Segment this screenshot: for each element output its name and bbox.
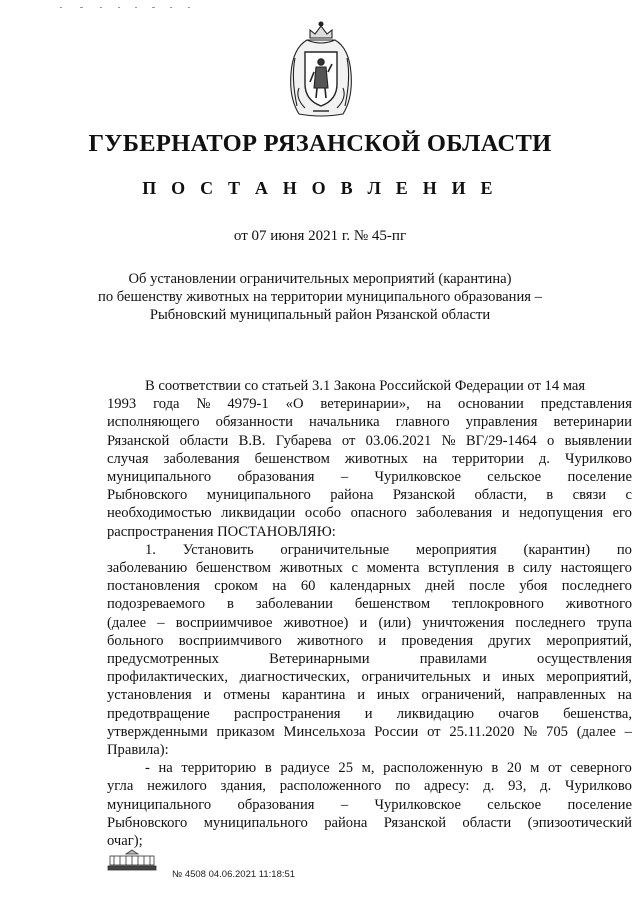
body-line: 1. Установить ограничительные мероприятия (карантин) по bbox=[145, 541, 632, 558]
body-line: необходимостью ликвидации особо опасного заболевания и недопущения его bbox=[107, 505, 632, 522]
body-line: установления и отмены карантина и иных ограничений, направленных на bbox=[107, 687, 632, 704]
body-line: муниципального образования – Чурилковское сельское поселение bbox=[107, 469, 632, 486]
heading-line: Рыбновский муниципальный район Рязанской области bbox=[149, 307, 491, 323]
date-and-number: от 07 июня 2021 г. № 45-пг bbox=[233, 228, 407, 244]
body-line: заболеванию бешенством животных с момента вступления в силу настоящего bbox=[107, 560, 632, 577]
body-line: муниципального образования – Чурилковское сельское поселение bbox=[107, 796, 632, 813]
body-line: постановления сроком на 60 календарных дней после убоя последнего bbox=[107, 578, 632, 595]
body-line: подозреваемого в заболевании бешенством теплокровного животного bbox=[107, 596, 632, 613]
body-line: В соответствии со статьей 3.1 Закона Российской Федерации от 14 мая bbox=[145, 378, 586, 394]
document-body bbox=[107, 377, 632, 850]
body-line: предотвращение распространения и ликвидацию очагов бешенства, bbox=[107, 705, 632, 722]
body-line: исполняющего обязанности начальника главного управления ветеринарии bbox=[107, 414, 632, 431]
heading-line: Об установлении ограничительных мероприятий (карантина) bbox=[128, 271, 512, 287]
scan-artifact bbox=[60, 6, 200, 10]
body-line: - на территорию в радиусе 25 м, расположенную в 20 м от северного bbox=[145, 760, 632, 777]
body-line: распространения ПОСТАНОВЛЯЮ: bbox=[107, 523, 336, 540]
document-heading bbox=[0, 270, 640, 324]
body-line: профилактических, диагностических, ограничительных и иных мероприятий, bbox=[107, 669, 632, 686]
body-line: больного восприимчивого животного и проведения других мероприятий, bbox=[107, 632, 632, 649]
body-line: угла нежилого здания, расположенного по адресу: д. 93, д. Чурилково bbox=[107, 778, 632, 795]
body-line: Рыбновского муниципального района Рязанской области (эпизоотический bbox=[107, 814, 632, 831]
body-line: 1993 года № 4979-1 «О ветеринарии», на основании представления bbox=[107, 396, 632, 413]
body-line: (далее – восприимчивое животное) и (или) уничтожения последнего трупа bbox=[107, 614, 632, 631]
document-type: П О С Т А Н О В Л Е Н И Е bbox=[142, 178, 498, 198]
body-line: случая заболевания бешенством животных на территории д. Чурилково bbox=[107, 450, 632, 467]
coat-of-arms-emblem bbox=[283, 18, 359, 118]
body-line: очаг); bbox=[107, 833, 143, 850]
heading-line: по бешенству животных на территории муниципального образования – bbox=[98, 289, 542, 305]
page-title: ГУБЕРНАТОР РЯЗАНСКОЙ ОБЛАСТИ bbox=[88, 130, 552, 157]
body-line: предусмотренных Ветеринарными правилами осуществления bbox=[107, 651, 632, 668]
body-line: утвержденными приказом Минсельхоза России от 25.11.2020 № 705 (далее – bbox=[107, 723, 632, 740]
registry-stamp: № 4508 04.06.2021 11:18:51 bbox=[172, 869, 296, 880]
registry-stamp-logo bbox=[104, 848, 160, 872]
body-line: Рыбновского муниципального района Рязанской области, в связи с bbox=[107, 487, 632, 504]
body-line: Рязанской области В.В. Губарева от 03.06.2021 № ВГ/29-1464 о выявлении bbox=[107, 432, 632, 449]
body-line: Правила): bbox=[107, 742, 169, 759]
